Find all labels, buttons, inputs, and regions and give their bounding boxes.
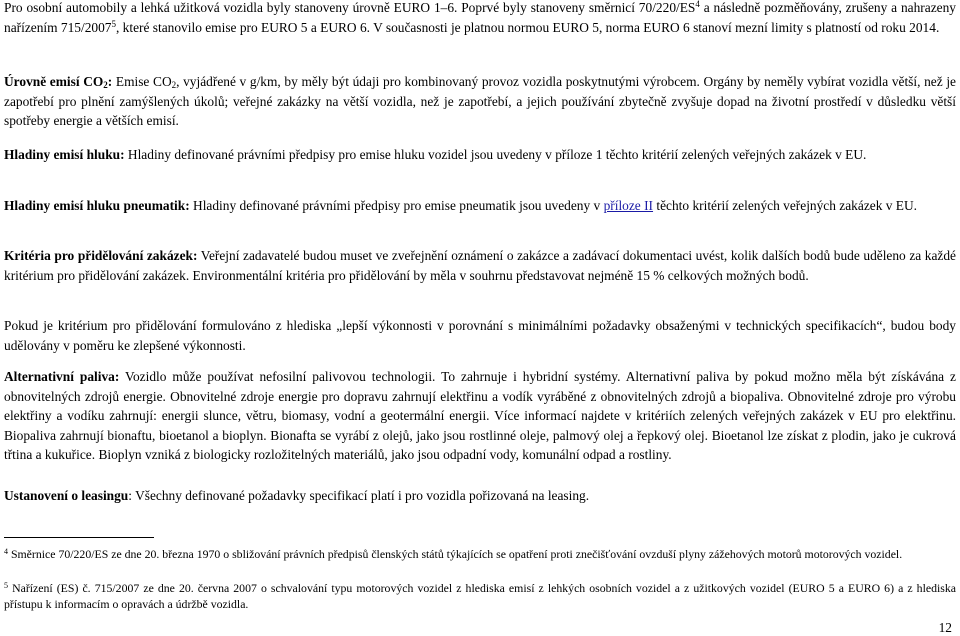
paragraph-performance: Pokud je kritérium pro přidělování formulováno z hlediska „lepší výkonnosti v porovnání s minimálními požadavky obsaženými v technických specifikacích“, budou body udělovány v poměru ke zlepšené výkonnosti.	[4, 318, 956, 353]
annex-ii-link[interactable]: příloze II	[603, 198, 654, 213]
footnote-ref-4[interactable]: 4	[695, 0, 700, 9]
heading-co2: Úrovně emisí $CO_2$:	[4, 74, 113, 90]
heading-award-criteria: Kritéria pro přidělování zakázek:	[4, 248, 198, 263]
footnote-divider	[4, 537, 154, 538]
heading-noise: Hladiny emisí hluku:	[4, 147, 125, 162]
paragraph-euro-standards: Pro osobní automobily a lehká užitková vozidla byly stanoveny úrovně EURO 1–6. Poprvé byly stanoveny směrnicí $70/220/ES^4$ a následně pozměňovány, zrušeny a nahrazeny nařízením 715/2007$^5$, které stanovilo emise pro EURO 5 a EURO 6. V současnosti je platnou normou EURO 5, norma EURO 6 stanoví mezní limity s platností od roku 2014.	[4, 0, 956, 35]
paragraph-co2-emissions: Úrovně emisí $CO_2$: Emise $CO_2$, vyjádřené v g/km, by měly být údaji pro kombinovaný provoz vozidla poskytnutými výrobcem. Orgány by neměly vybírat vozidla větší, než je zapotřebí pro plnění zamýšlených úkolů; veřejné zakázky na větší vozidla, než je zapotřebí, a jejich používání zbytečně zvyšuje dopad na životní prostředí v důsledku větší spotřeby energie a větších emisí.	[4, 74, 956, 128]
heading-alternative-fuels: Alternativní paliva:	[4, 369, 120, 384]
page-number: 12	[938, 620, 952, 635]
paragraph-award-criteria: Kritéria pro přidělování zakázek: Veřejní zadavatelé budou muset ve zveřejnění oznámení o zakázce a zadávací dokumentaci uvést, kolik dalších bodů bude uděleno za každé kritérium pro přidělování zakázek. Environmentální kritéria pro přidělování by měla v souhrnu představovat nejméně 15 % celkových možných bodů.	[4, 248, 956, 283]
footnote-5: $^5$ Nařízení (ES) č. 715/2007 ze dne 20. června 2007 o schvalování typu motorových vozidel z hlediska emisí z lehkých osobních vozidel a z užitkových vozidel (EURO 5 a EURO 6) a z hlediska přístupu k informacím o opravách a údržbě vozidla.	[4, 581, 956, 611]
paragraph-tyre-noise: Hladiny emisí hluku pneumatik: Hladiny definované právními předpisy pro emise pneumatik jsou uvedeny v příloze II těchto kritérií zelených veřejných zakázek v EU.	[4, 198, 917, 213]
footnote-4: $^4$ Směrnice 70/220/ES ze dne 20. března 1970 o sbližování právních předpisů členských států týkajících se opatření proti znečišťování ovzduší plyny zážehových motorů motorových vozidel.	[4, 547, 903, 561]
paragraph-alternative-fuels: Alternativní paliva: Vozidlo může používat nefosilní palivovou technologii. To zahrnuje i hybridní systémy. Alternativní paliva by pokud možno měla být získávána z obnovitelných zdrojů energie. Obnovitelné zdroje energie pro dopravu zahrnují elektřinu a vodík vyráběné z obnovitelných zdrojů a biopaliva. Obnovitelné zdroje pro výrobu elektřiny a vodíku zahrnují: energii slunce, větru, biomasy, vodní a geotermální energii. Více informací najdete v kritériích zelených veřejných zakázek v EU pro elektřinu. Biopaliva zahrnují bionaftu, bioetanol a bioplyn. Bionafta se vyrábí z olejů, jako jsou rostlinné oleje, palmový olej a řepkový olej. Bioetanol lze získat z plodin, jako je cukrová třtina a kukuřice. Bioplyn vzniká z biologicky rozložitelných materiálů, jako jsou odpadní vody, komunální odpad a rostliny.	[4, 369, 956, 462]
paragraph-noise-emissions: Hladiny emisí hluku: Hladiny definované právními předpisy pro emise hluku vozidel jsou uvedeny v příloze 1 těchto kritérií zelených veřejných zakázek v EU.	[4, 147, 867, 162]
heading-leasing: Ustanovení o leasingu	[4, 488, 129, 503]
heading-tyre-noise: Hladiny emisí hluku pneumatik:	[4, 198, 190, 213]
paragraph-leasing: Ustanovení o leasingu: Všechny definované požadavky specifikací platí i pro vozidla pořizovaná na leasing.	[4, 488, 590, 503]
footnote-ref-5[interactable]: 5	[111, 18, 116, 29]
